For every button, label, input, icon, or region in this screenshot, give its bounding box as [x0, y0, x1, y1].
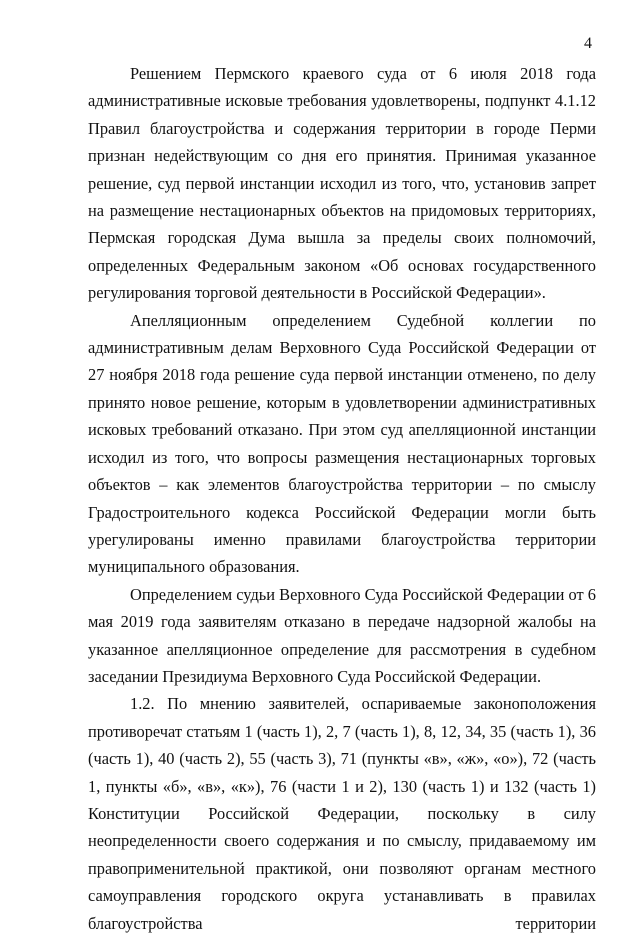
document-body [88, 60, 596, 937]
page-number: 4 [584, 35, 592, 52]
paragraph-appeal-ruling: Апелляционным определением Судебной коллегии по административным делам Верховного Суда Российской Федерации от 27 ноября 2018 года решение суда первой инстанции отменено, по делу принято новое решение, которым в удовлетворении административных исковых требований отказано. При этом суд апелляционной инстанции исходил из того, что вопросы размещения нестационарных торговых объектов – как элементов благоустройства территории – по смыслу Градостроительного кодекса Российской Федерации могли быть урегулированы именно правилами благоустройства территории муниципального образования. [88, 310, 596, 577]
paragraph-perm-court-decision: Решением Пермского краевого суда от 6 июля 2018 года административные исковые требования удовлетворены, подпункт 4.1.12 Правил благоустройства и содержания территории в городе Перми признан недействующим со дня его принятия. Принимая указанное решение, суд первой инстанции исходил из того, что, установив запрет на размещение нестационарных объектов на придомовых территориях, Пермская городская Дума вышла за пределы своих полномочий, определенных Федеральным законом «Об основах государственного регулирования торговой деятельности в Российской Федерации». [88, 64, 596, 303]
paragraph-supreme-court-refusal: Определением судьи Верховного Суда Российской Федерации от 6 мая 2019 года заявителям отказано в передаче надзорной жалобы на указанное апелляционное определение для рассмотрения в судебном заседании Президиума Верховного Суда Российской Федерации. [88, 584, 596, 686]
paragraph-applicants-position: 1.2. По мнению заявителей, оспариваемые законоположения противоречат статьям 1 (часть 1), 2, 7 (часть 1), 8, 12, 34, 35 (часть 1), 36 (часть 1), 40 (часть 2), 55 (часть 3), 71 (пункты «в», «ж», «о»), 72 (часть 1, пункты «б», «в», «к»), 76 (части 1 и 2), 130 (часть 1) и 132 (часть 1) Конституции Российской Федерации, поскольку в силу неопределенности своего содержания и по смыслу, придаваемому им правоприменительной практикой, они позволяют органам местного самоуправления городского округа устанавливать в правилах благоустройства территории [88, 694, 596, 933]
